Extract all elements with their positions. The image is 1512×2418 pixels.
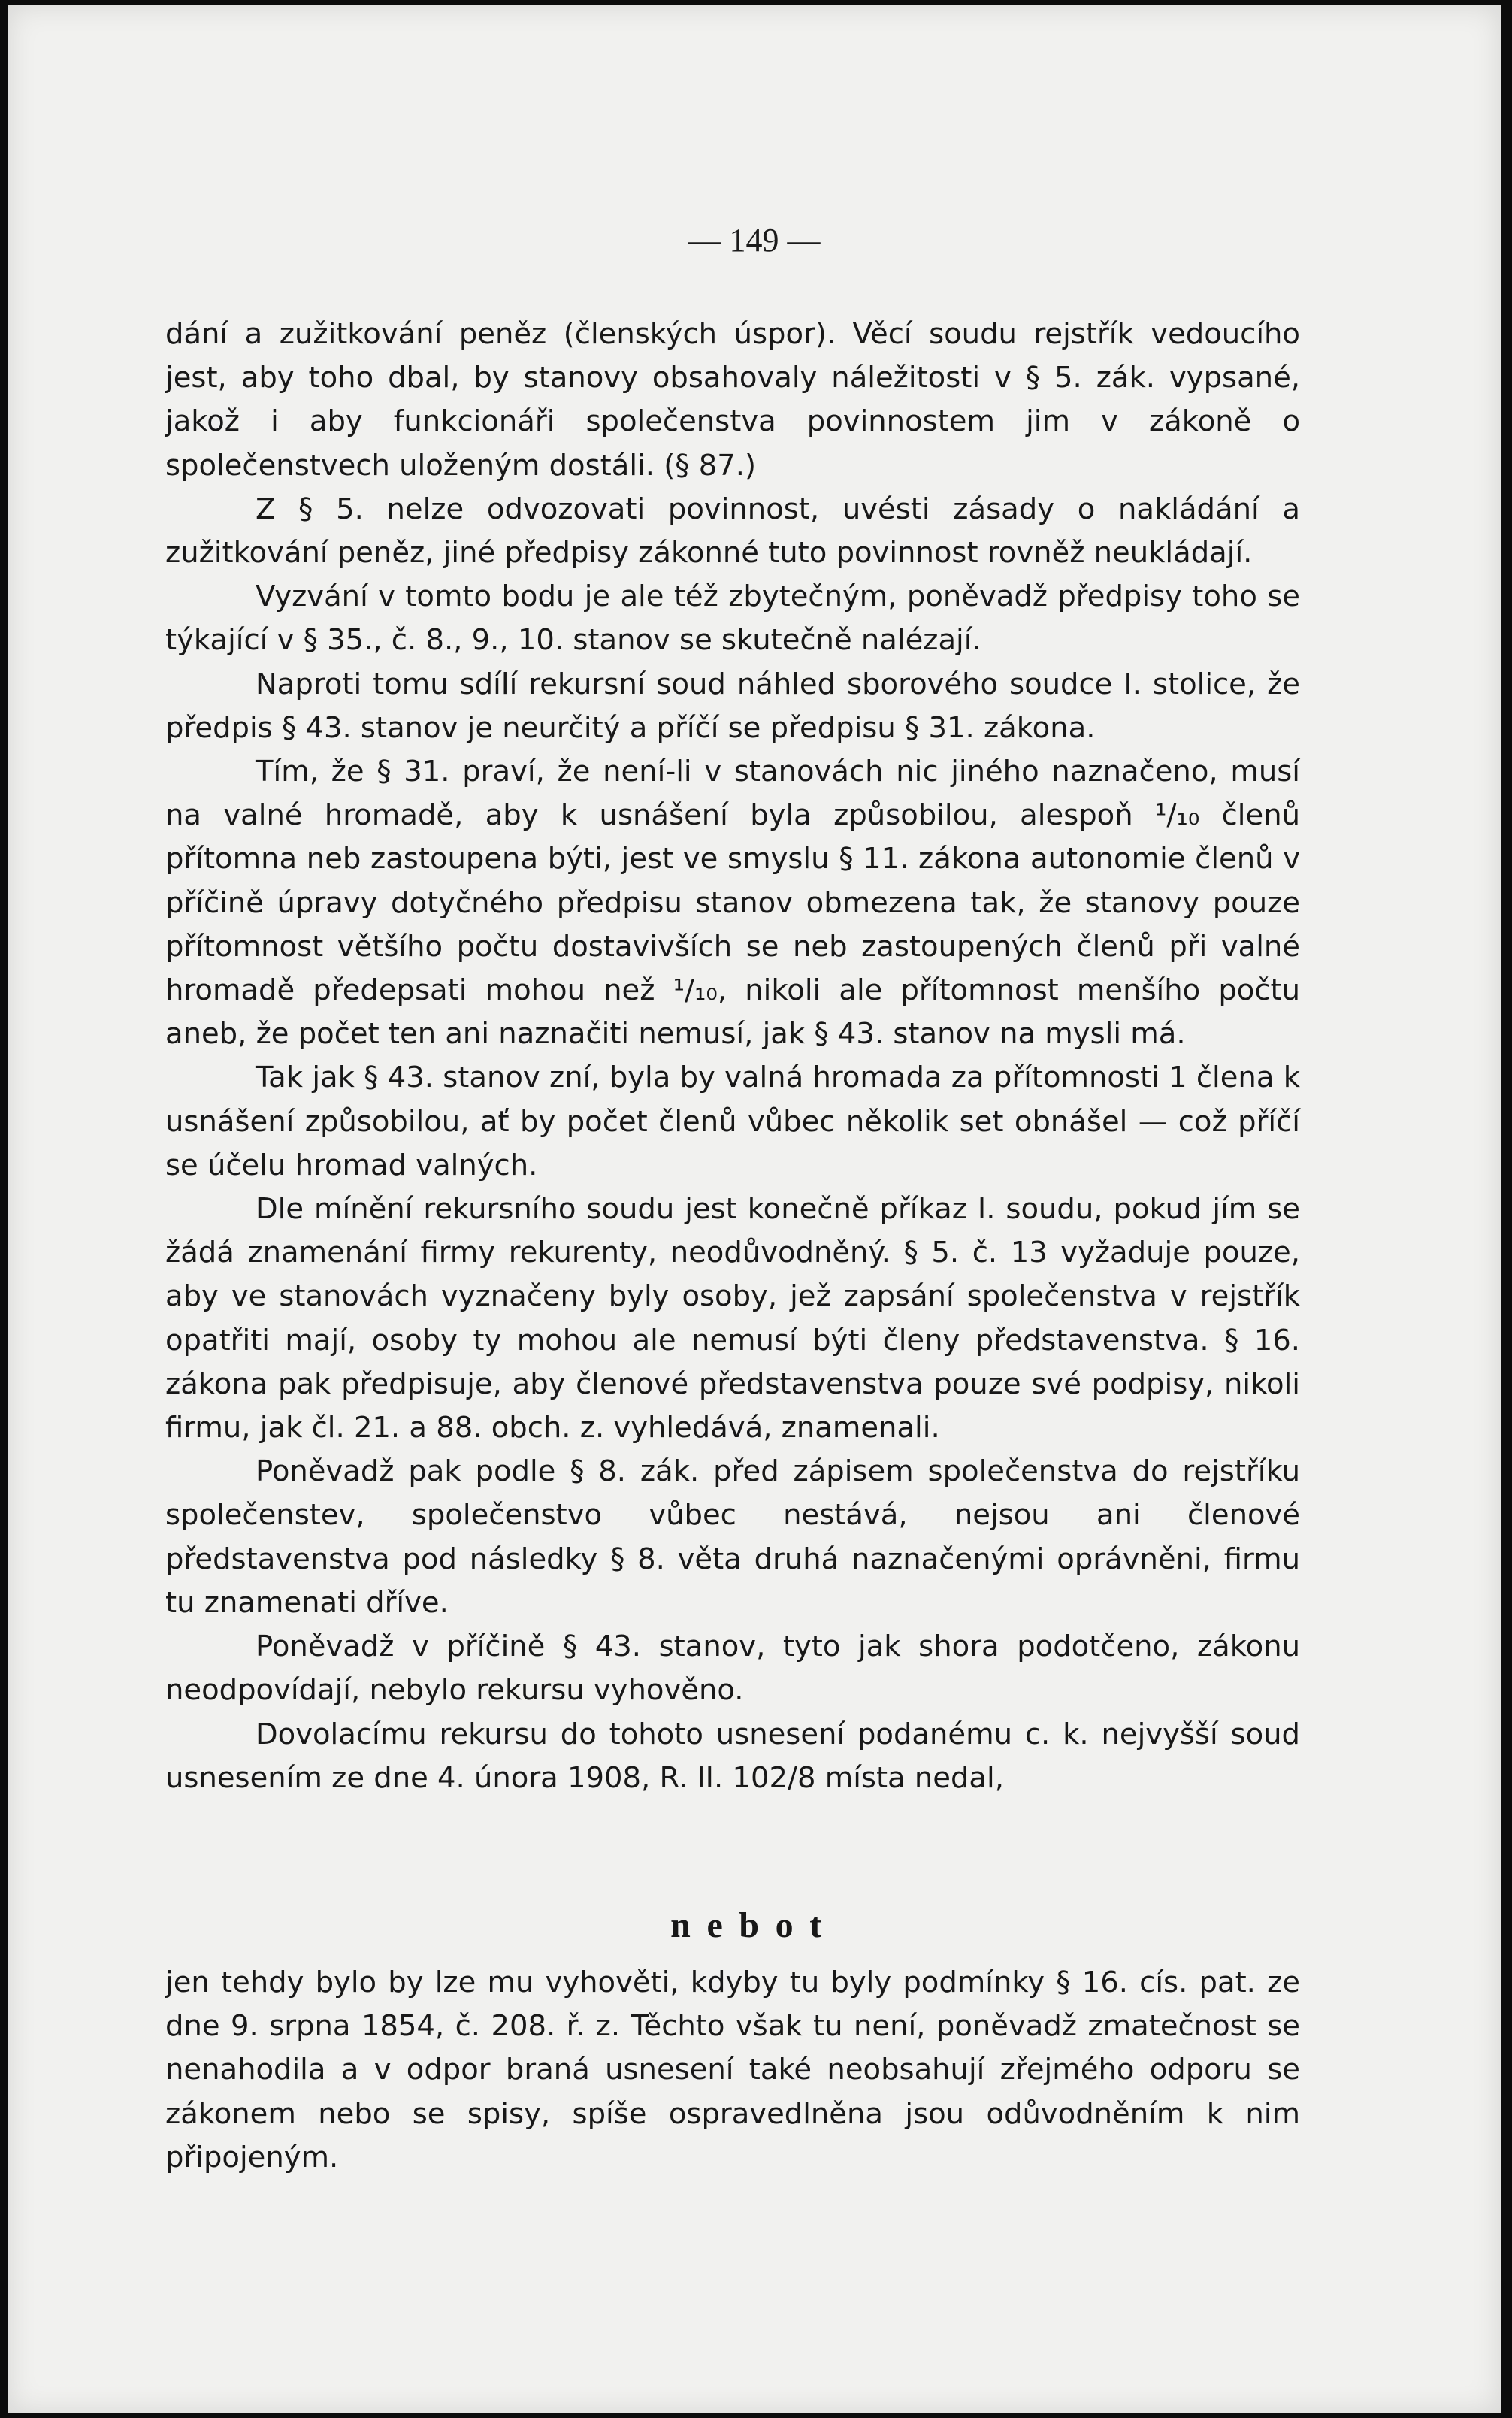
paragraph: Vyzvání v tomto bodu je ale též zbytečným, poněvadž předpisy toho se týkající v § 35., č. 8., 9., 10. stanov se skutečně nalézají. [165,580,1300,658]
paragraph: Naproti tomu sdílí rekursní soud náhled sborového soudce I. stolice, že předpis § 43. stanov je neurčitý a příčí se předpisu § 31. zákona. [165,667,1300,745]
body-text [165,313,1300,1800]
paragraph: dání a zužitkování peněz (členských úspor). Věcí soudu rejstřík vedoucího jest, aby toho dbal, by stanovy obsahovaly náležitosti v § 5. zák. vypsané, jakož i aby funkcionáři společenstva povinnostem jim v zákoně o společenstvech uloženým dostáli. (§ 87.) [165,317,1300,483]
paragraph: Tím, že § 31. praví, že není-li v stanovách nic jiného naznačeno, musí na valné hromadě, aby k usnášení byla způsobilou, alespoň ¹/₁₀ členů přítomna neb zastoupena býti, jest ve smyslu § 11. zákona autonomie členů v příčině úpravy dotyčného předpisu stanov obmezena tak, že stanovy pouze přítomnost většího počtu dostavivších se neb zastoupených členů při valné hromadě předepsati mohou než ¹/₁₀, nikoli ale přítomnost menšího počtu aneb, že počet ten ani naznačiti nemusí, jak § 43. stanov na mysli má. [165,755,1300,1052]
paragraph: Z § 5. nelze odvozovati povinnost, uvésti zásady o nakládání a zužitkování peněz, jiné předpisy zákonné tuto povinnost rovněž neukládají. [165,492,1300,570]
paragraph: Dovolacímu rekursu do tohoto usnesení podanému c. k. nejvyšší soud usnesením ze dne 4. února 1908, R. II. 102/8 místa nedal, [165,1717,1300,1795]
paragraph: Poněvadž v příčině § 43. stanov, tyto jak shora podotčeno, zákonu neodpovídají, nebylo rekursu vyhověno. [165,1630,1300,1708]
closing-text [165,1961,1300,2180]
section-heading: nebot [670,1905,838,1945]
paragraph: jen tehdy bylo by lze mu vyhověti, kdyby tu byly podmínky § 16. cís. pat. ze dne 9. srpna 1854, č. 208. ř. z. Těchto však tu není, poněvadž zmatečnost se nenahodila a v odpor braná usnesení také neobsahují zřejmého odporu se zákonem nebo se spisy, spíše ospravedlněna jsou odůvodněním k nim připojeným. [165,1966,1300,2174]
book-page [8,5,1501,2413]
page-number: — 149 — [688,222,821,259]
paragraph: Poněvadž pak podle § 8. zák. před zápisem společenstva do rejstříku společenstev, společenstvo vůbec nestává, nejsou ani členové představenstva pod následky § 8. věta druhá naznačenými oprávněni, firmu tu znamenati dříve. [165,1454,1300,1620]
paragraph: Tak jak § 43. stanov zní, byla by valná hromada za přítomnosti 1 člena k usnášení způsobilou, ať by počet členů vůbec několik set obnášel — což příčí se účelu hromad valných. [165,1061,1300,1182]
paragraph: Dle mínění rekursního soudu jest konečně příkaz I. soudu, pokud jím se žádá znamenání firmy rekurenty, neodůvodněný. § 5. č. 13 vyžaduje pouze, aby ve stanovách vyznačeny byly osoby, jež zapsání společenstva v rejstřík opatřiti mají, osoby ty mohou ale nemusí býti členy představenstva. § 16. zákona pak předpisuje, aby členové představenstva pouze své podpisy, nikoli firmu, jak čl. 21. a 88. obch. z. vyhledává, znamenali. [165,1192,1300,1445]
